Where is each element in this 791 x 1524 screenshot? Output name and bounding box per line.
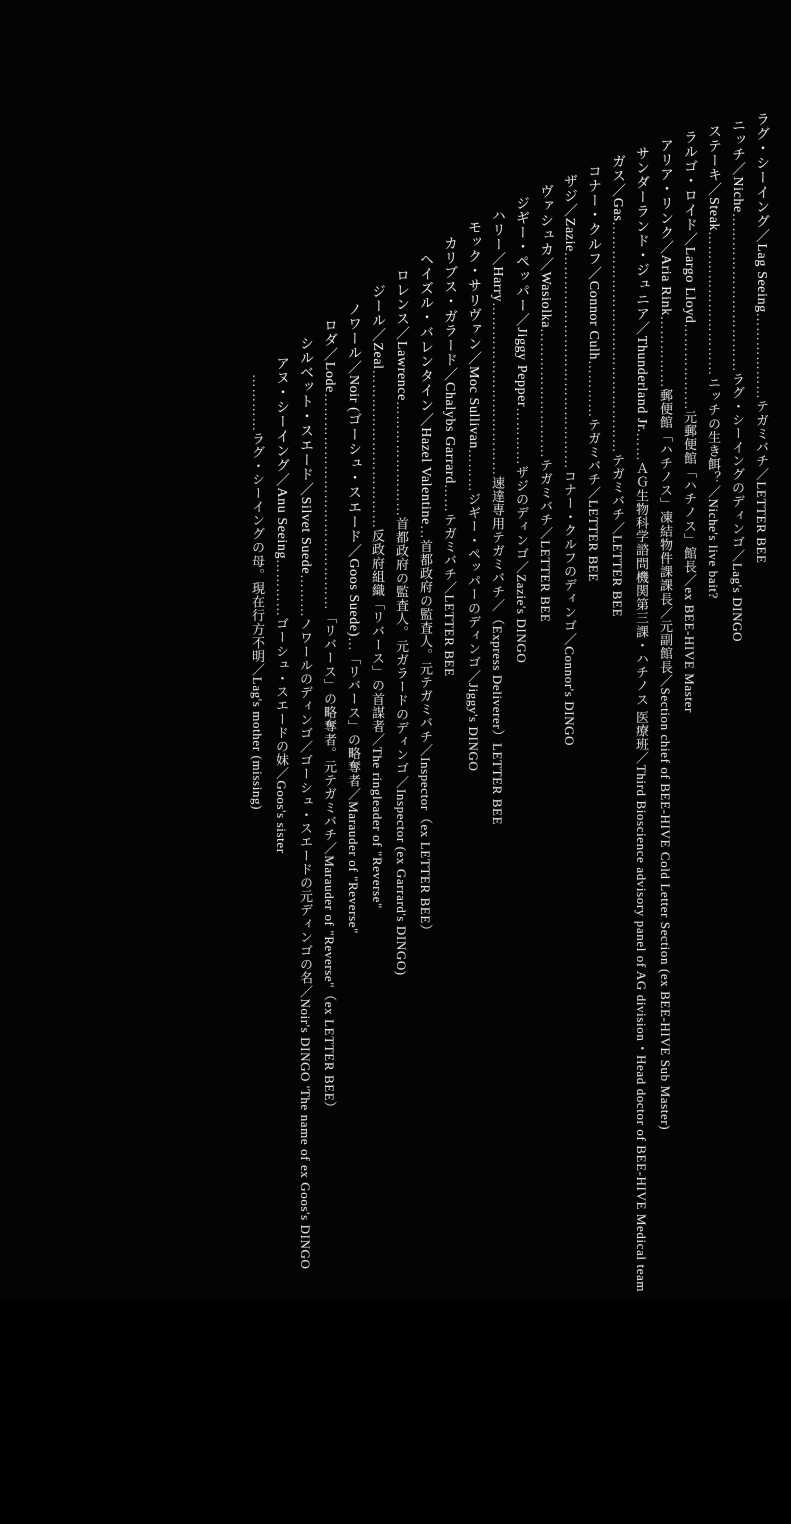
leader-dots: ……………………………………… bbox=[562, 251, 577, 470]
list-item bbox=[509, 112, 533, 1346]
character-name: サンダーランド・ジュニア／Thunderland Jr. bbox=[634, 146, 649, 433]
character-description: テガミバチ／LETTER BEE bbox=[586, 418, 601, 582]
list-item bbox=[437, 112, 461, 1386]
leader-dots: ……… bbox=[466, 449, 481, 493]
character-name: ヴァシュカ／Wasiolka bbox=[538, 184, 553, 329]
character-description: 郵便館「ハチノス」凍結物件課課長／元副館長／Section chief of BEE-HIVE Cold Letter Section (ex BEE-HIVE Sub Master) bbox=[658, 388, 673, 1131]
list-item bbox=[581, 112, 605, 1314]
character-name: ザジ／Zazie bbox=[562, 174, 577, 252]
list-item bbox=[365, 112, 389, 1434]
character-name: ロダ／Lode bbox=[322, 318, 337, 393]
character-name: ガス／Gas bbox=[610, 154, 625, 222]
character-description: 首都政府の監査人。元ガラードのディンゴ／Inspector (ex Garrard's DINGO) bbox=[394, 516, 409, 976]
character-name: ヘイズル・バレンタイン／Hazel Valentine bbox=[418, 252, 433, 525]
character-description: 元郵便館「ハチノス」館長／ex BEE-HIVE Master bbox=[682, 410, 697, 713]
character-description: ザジのディンゴ／Zazie's DINGO bbox=[514, 465, 529, 664]
character-description: 「リバース」の略奪者／Marauder of "Reverse" bbox=[346, 651, 361, 935]
character-name: コナー・クルフ／Connor Culh bbox=[586, 164, 601, 361]
leader-dots: ……………………………… bbox=[490, 302, 505, 477]
leader-dots: … bbox=[346, 636, 361, 652]
leader-dots: ………………………… bbox=[706, 231, 721, 377]
character-name: カリブス・ガラード／Chalybs Garrard bbox=[442, 236, 457, 484]
leader-dots: …… bbox=[442, 483, 457, 513]
character-description: テガミバチ／LETTER BEE bbox=[442, 512, 457, 677]
list-item bbox=[557, 112, 581, 1324]
list-item bbox=[605, 112, 629, 1304]
leader-dots: ……… bbox=[298, 574, 313, 618]
list-item bbox=[341, 112, 365, 1452]
character-description: 首都政府の監査人。元テガミバチ／Inspector（ex LETTER BEE） bbox=[418, 539, 433, 938]
leader-dots: … bbox=[418, 524, 433, 540]
list-item bbox=[317, 112, 341, 1468]
character-name: アヌ・シーイング／Anu Seeing bbox=[274, 356, 289, 560]
character-description: ＡＧ生物科学諮問機関第三課・ハチノス 医療班／Third Bioscience advisory panel of AG division・Head doctor of BEE-HIVE Medical team bbox=[634, 461, 649, 1293]
list-item bbox=[461, 112, 485, 1370]
list-item bbox=[701, 112, 725, 1274]
character-description: ゴーシュ・スエードの妹／Goos's sister bbox=[274, 617, 289, 854]
character-name: ハリー／Harry bbox=[490, 208, 505, 303]
list-item bbox=[389, 112, 413, 1418]
leader-dots: ……………………… bbox=[538, 328, 553, 459]
list-item bbox=[725, 112, 749, 1268]
character-description: ノワールのディンゴ／ゴーシュ・スエードの元ディンゴの名／Noir's DINGO 'The name of ex Goos's DINGO bbox=[298, 617, 313, 1270]
leader-dots: ………… bbox=[274, 559, 289, 618]
list-item bbox=[749, 112, 773, 1262]
character-description: 反政府組織「リバース」の首謀者／The ringleader of "Reverse" bbox=[370, 529, 385, 909]
leader-dots: ………………………………………… bbox=[610, 221, 625, 454]
leader-dots: …………… bbox=[658, 315, 673, 389]
character-name: ラグ・シーイング／Lag Seeing bbox=[754, 112, 769, 313]
character-description: コナー・クルフのディンゴ／Connor's DINGO bbox=[562, 469, 577, 747]
character-name: アリア・リンク／Aria Rink bbox=[658, 138, 673, 316]
leader-dots: ……………… bbox=[682, 323, 697, 411]
character-description: テガミバチ／LETTER BEE bbox=[754, 399, 769, 564]
leader-dots: …………………………… bbox=[730, 212, 745, 373]
character-description: 「リバース」の略奪者。元テガミバチ／Marauder of "Reverse"（ex LETTER BEE） bbox=[322, 610, 337, 1115]
character-name: ノワール／Noir (ゴーシュ・スエード／Goos Suede) bbox=[346, 302, 361, 637]
character-description: テガミバチ／LETTER BEE bbox=[610, 453, 625, 618]
character-name: モック・サリヴァン／Moc Sullivan bbox=[466, 220, 481, 450]
character-name: ニッチ／Niche bbox=[730, 118, 745, 213]
leader-dots: ……………………………………… bbox=[322, 392, 337, 611]
character-name: ジール／Zeal bbox=[370, 284, 385, 370]
list-item bbox=[413, 112, 437, 1402]
character-name: ロレンス／Lawrence bbox=[394, 268, 409, 401]
character-description: ジギー・ペッパーのディンゴ／Jiggy's DINGO bbox=[466, 492, 481, 772]
list-item bbox=[269, 112, 293, 1506]
leader-dots: ………… bbox=[514, 407, 529, 466]
character-description: テガミバチ／LETTER BEE bbox=[538, 458, 553, 623]
character-description: ラグ・シーイングの母。現在行方不明／Lag's mother (missing) bbox=[250, 432, 265, 811]
leader-dots: ………… bbox=[250, 374, 265, 432]
list-item bbox=[485, 112, 509, 1358]
list-item bbox=[293, 112, 317, 1486]
character-name: ジギー・ペッパー／Jiggy Pepper bbox=[514, 196, 529, 408]
list-item bbox=[677, 112, 701, 1280]
character-name: シルベット・スエード／Silvet Suede bbox=[298, 336, 313, 575]
leader-dots: ………… bbox=[586, 360, 601, 419]
list-item bbox=[653, 112, 677, 1318]
character-description: 速達専用テガミバチ／（Express Deliverer）LETTER BEE bbox=[490, 476, 505, 826]
character-description: ニッチの生き餌？／Niche's live bait? bbox=[706, 376, 721, 600]
list-item bbox=[533, 112, 557, 1334]
leader-dots: …………………………… bbox=[370, 369, 385, 530]
character-name: ステーキ／Steak bbox=[706, 124, 721, 232]
leader-dots: ……………… bbox=[754, 312, 769, 400]
list-item bbox=[629, 112, 653, 1326]
leader-dots: …… bbox=[634, 432, 649, 462]
character-name: ラルゴ・ロイド／Largo Lloyd bbox=[682, 130, 697, 324]
character-description: ラグ・シーイングのディンゴ／Lag's DINGO bbox=[730, 372, 745, 643]
leader-dots: …………………… bbox=[394, 400, 409, 517]
list-item bbox=[245, 112, 269, 1524]
